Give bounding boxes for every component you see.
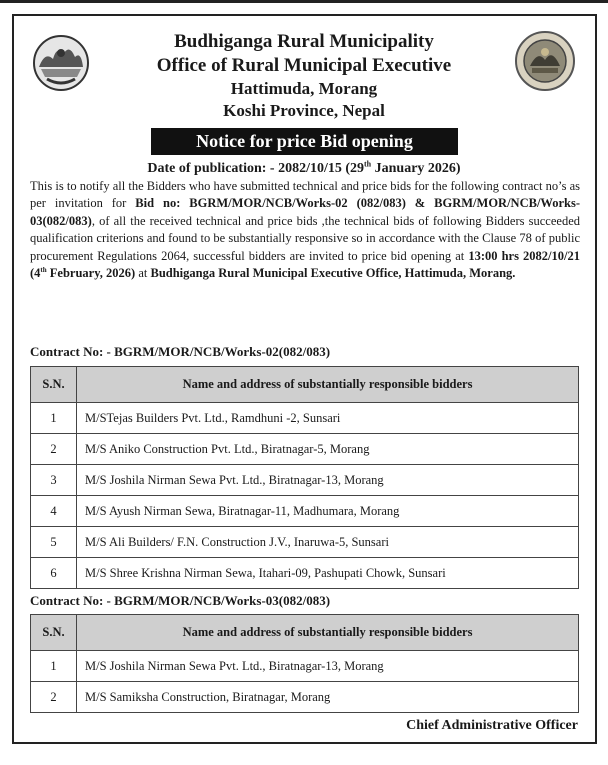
sn-cell: 4 <box>31 496 77 527</box>
opening-time-sup: th <box>40 265 47 274</box>
publication-date <box>30 160 578 178</box>
table-row <box>31 434 579 465</box>
table-row <box>31 496 579 527</box>
signatory: Chief Administrative Officer <box>406 718 578 733</box>
sn-cell: 2 <box>31 434 77 465</box>
bid-number: Bid no: BGRM/MOR/NCB/Works-02 (082/083) & BGRM/MOR/NCB/Works-03(082/083) <box>30 196 580 228</box>
bidder-cell: M/S Joshila Nirman Sewa Pvt. Ltd., Biratnagar-13, Morang <box>77 465 579 496</box>
bidder-cell: M/S Samiksha Construction, Biratnagar, Morang <box>77 682 579 713</box>
publication-date-suffix: January 2026) <box>371 161 461 176</box>
publication-date-sup: th <box>364 159 372 169</box>
office-location: Hattimuda, Morang <box>230 79 378 98</box>
table-row <box>31 651 579 682</box>
sn-cell: 1 <box>31 403 77 434</box>
sn-cell: 6 <box>31 558 77 589</box>
opening-venue: Budhiganga Rural Municipal Executive Office, Hattimuda, Morang. <box>150 266 516 281</box>
sn-header: S.N. <box>31 615 77 651</box>
bidder-cell: M/S Shree Krishna Nirman Sewa, Itahari-09, Pashupati Chowk, Sunsari <box>77 558 579 589</box>
bidder-header: Name and address of substantially responsible bidders <box>77 367 579 403</box>
table-header-row <box>31 367 579 403</box>
municipality-name: Budhiganga Rural Municipality <box>174 31 434 52</box>
contract-1-table <box>30 366 579 589</box>
table-row <box>31 527 579 558</box>
bidder-header: Name and address of substantially responsible bidders <box>77 615 579 651</box>
publication-date-text: Date of publication: - 2082/10/15 (29 <box>147 161 365 176</box>
table-row <box>31 558 579 589</box>
municipality-logo-icon <box>512 30 578 92</box>
opening-time-end: February, 2026) <box>46 266 136 281</box>
body-text-3: at <box>135 266 151 281</box>
bidder-cell: M/S Joshila Nirman Sewa Pvt. Ltd., Biratnagar-13, Morang <box>77 651 579 682</box>
bidder-cell: M/STejas Builders Pvt. Ltd., Ramdhuni -2, Sunsari <box>77 403 579 434</box>
bidder-cell: M/S Aniko Construction Pvt. Ltd., Biratnagar-5, Morang <box>77 434 579 465</box>
notice-body <box>30 178 580 282</box>
bidder-cell: M/S Ayush Nirman Sewa, Biratnagar-11, Madhumara, Morang <box>77 496 579 527</box>
table-row <box>31 465 579 496</box>
sn-header: S.N. <box>31 367 77 403</box>
contract-1-label: Contract No: - BGRM/MOR/NCB/Works-02(082/083) <box>30 344 331 359</box>
table-row <box>31 682 579 713</box>
office-name: Office of Rural Municipal Executive <box>156 55 452 76</box>
table-header-row <box>31 615 579 651</box>
sn-cell: 1 <box>31 651 77 682</box>
contract-2-label: Contract No: - BGRM/MOR/NCB/Works-03(082/083) <box>30 593 331 608</box>
sn-cell: 5 <box>31 527 77 558</box>
sn-cell: 2 <box>31 682 77 713</box>
office-header <box>100 30 508 122</box>
body-text-1: This is to notify all the Bidders who have submitted technical and price bids for the following contract no’s as per invitation for <box>30 179 580 211</box>
body-text-2: , of all the received technical and price bids ,the technical bids of following Bidders succeeded qualification criterions and found to be substantially responsive so in accordance with the Clause 78 of public procurement Regulations 2064, successful bidders are invited to price bid opening at <box>30 213 580 263</box>
contract-2-table <box>30 614 579 713</box>
opening-time-text: 13:00 hrs 2082/10/21 (4 <box>30 248 580 281</box>
province-line: Koshi Province, Nepal <box>223 101 385 120</box>
notice-title: Notice for price Bid opening <box>151 128 458 155</box>
table-row <box>31 403 579 434</box>
bidder-cell: M/S Ali Builders/ F.N. Construction J.V., Inaruwa-5, Sunsari <box>77 527 579 558</box>
nepal-emblem-icon <box>31 33 91 93</box>
top-rule <box>0 0 608 3</box>
sn-cell: 3 <box>31 465 77 496</box>
